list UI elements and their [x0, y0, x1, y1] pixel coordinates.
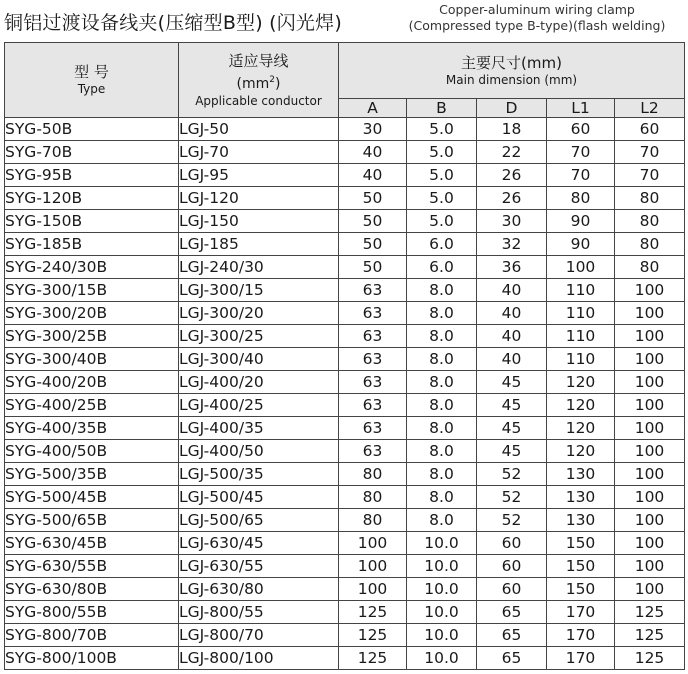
table-row — [5, 210, 685, 233]
cell-a: 80 — [339, 509, 407, 532]
cell-l2: 70 — [615, 164, 685, 187]
cell-type: SYG-630/55B — [5, 555, 179, 578]
cell-l2: 80 — [615, 233, 685, 256]
header-type-en: Type — [77, 82, 106, 96]
header-type-cn: 型 号 — [74, 63, 109, 81]
spec-table — [4, 42, 685, 670]
cell-l1: 90 — [547, 210, 615, 233]
cell-conductor: LGJ-150 — [179, 210, 339, 233]
cell-l1: 170 — [547, 624, 615, 647]
cell-l2: 80 — [615, 187, 685, 210]
cell-a: 125 — [339, 647, 407, 670]
cell-d: 18 — [477, 118, 547, 141]
cell-d: 45 — [477, 417, 547, 440]
cell-conductor: LGJ-95 — [179, 164, 339, 187]
cell-l1: 150 — [547, 532, 615, 555]
cell-conductor: LGJ-300/25 — [179, 325, 339, 348]
cell-b: 8.0 — [407, 509, 477, 532]
cell-a: 63 — [339, 417, 407, 440]
cell-type: SYG-50B — [5, 118, 179, 141]
cell-type: SYG-150B — [5, 210, 179, 233]
header-col-b: B — [407, 99, 477, 118]
cell-a: 40 — [339, 141, 407, 164]
cell-conductor: LGJ-800/100 — [179, 647, 339, 670]
table-row — [5, 624, 685, 647]
cell-type: SYG-500/65B — [5, 509, 179, 532]
cell-conductor: LGJ-300/15 — [179, 279, 339, 302]
header-conductor-en: Applicable conductor — [195, 93, 322, 108]
cell-b: 6.0 — [407, 256, 477, 279]
cell-a: 50 — [339, 187, 407, 210]
cell-d: 60 — [477, 532, 547, 555]
cell-d: 40 — [477, 279, 547, 302]
cell-l1: 120 — [547, 417, 615, 440]
cell-l1: 170 — [547, 601, 615, 624]
cell-b: 8.0 — [407, 486, 477, 509]
cell-a: 40 — [339, 164, 407, 187]
cell-type: SYG-300/20B — [5, 302, 179, 325]
cell-d: 40 — [477, 348, 547, 371]
cell-l2: 100 — [615, 532, 685, 555]
cell-conductor: LGJ-800/70 — [179, 624, 339, 647]
cell-type: SYG-300/25B — [5, 325, 179, 348]
table-row — [5, 325, 685, 348]
cell-l1: 130 — [547, 509, 615, 532]
cell-conductor: LGJ-500/65 — [179, 509, 339, 532]
header-conductor — [179, 43, 339, 118]
cell-d: 45 — [477, 394, 547, 417]
cell-conductor: LGJ-630/80 — [179, 578, 339, 601]
cell-l2: 100 — [615, 555, 685, 578]
cell-type: SYG-300/40B — [5, 348, 179, 371]
cell-a: 50 — [339, 210, 407, 233]
cell-l2: 100 — [615, 302, 685, 325]
cell-type: SYG-70B — [5, 141, 179, 164]
cell-conductor: LGJ-240/30 — [179, 256, 339, 279]
cell-b: 5.0 — [407, 141, 477, 164]
header-col-d: D — [477, 99, 547, 118]
table-row — [5, 578, 685, 601]
cell-type: SYG-800/55B — [5, 601, 179, 624]
cell-l2: 60 — [615, 118, 685, 141]
cell-type: SYG-630/45B — [5, 532, 179, 555]
cell-type: SYG-500/45B — [5, 486, 179, 509]
spec-table-body — [5, 118, 685, 670]
cell-l1: 150 — [547, 578, 615, 601]
cell-b: 10.0 — [407, 624, 477, 647]
cell-l1: 120 — [547, 440, 615, 463]
cell-type: SYG-400/25B — [5, 394, 179, 417]
cell-type: SYG-400/50B — [5, 440, 179, 463]
cell-a: 63 — [339, 302, 407, 325]
table-row — [5, 417, 685, 440]
cell-l2: 125 — [615, 647, 685, 670]
cell-l1: 110 — [547, 325, 615, 348]
cell-type: SYG-95B — [5, 164, 179, 187]
header-conductor-cn: 适应导线 — [228, 51, 289, 70]
cell-a: 125 — [339, 601, 407, 624]
cell-l1: 70 — [547, 164, 615, 187]
cell-a: 50 — [339, 233, 407, 256]
table-row — [5, 279, 685, 302]
table-row — [5, 233, 685, 256]
cell-a: 50 — [339, 256, 407, 279]
cell-l2: 100 — [615, 463, 685, 486]
cell-l2: 100 — [615, 578, 685, 601]
cell-d: 22 — [477, 141, 547, 164]
cell-l1: 130 — [547, 486, 615, 509]
cell-l2: 100 — [615, 371, 685, 394]
cell-d: 36 — [477, 256, 547, 279]
cell-l2: 125 — [615, 624, 685, 647]
cell-conductor: LGJ-500/35 — [179, 463, 339, 486]
cell-d: 60 — [477, 555, 547, 578]
cell-b: 8.0 — [407, 279, 477, 302]
cell-a: 80 — [339, 486, 407, 509]
cell-l1: 170 — [547, 647, 615, 670]
cell-d: 26 — [477, 164, 547, 187]
table-row — [5, 302, 685, 325]
cell-l1: 100 — [547, 256, 615, 279]
cell-d: 65 — [477, 601, 547, 624]
page-subtitle-en — [392, 2, 682, 34]
cell-l2: 100 — [615, 509, 685, 532]
cell-a: 100 — [339, 532, 407, 555]
cell-b: 8.0 — [407, 302, 477, 325]
table-row — [5, 371, 685, 394]
cell-b: 8.0 — [407, 348, 477, 371]
cell-b: 8.0 — [407, 371, 477, 394]
cell-a: 63 — [339, 371, 407, 394]
cell-d: 60 — [477, 578, 547, 601]
cell-l1: 90 — [547, 233, 615, 256]
cell-l2: 100 — [615, 279, 685, 302]
header-dimensions-cn: 主要尺寸(mm) — [461, 53, 562, 72]
cell-d: 52 — [477, 486, 547, 509]
subtitle-line-1: Copper-aluminum wiring clamp — [439, 2, 635, 17]
cell-type: SYG-185B — [5, 233, 179, 256]
cell-l1: 110 — [547, 348, 615, 371]
table-row — [5, 118, 685, 141]
cell-d: 52 — [477, 463, 547, 486]
header-type — [5, 43, 179, 118]
table-row — [5, 647, 685, 670]
cell-d: 65 — [477, 624, 547, 647]
cell-type: SYG-120B — [5, 187, 179, 210]
cell-conductor: LGJ-50 — [179, 118, 339, 141]
cell-conductor: LGJ-185 — [179, 233, 339, 256]
header-col-l1: L1 — [547, 99, 615, 118]
cell-type: SYG-630/80B — [5, 578, 179, 601]
cell-b: 10.0 — [407, 647, 477, 670]
cell-a: 30 — [339, 118, 407, 141]
cell-d: 45 — [477, 371, 547, 394]
cell-d: 32 — [477, 233, 547, 256]
cell-conductor: LGJ-630/45 — [179, 532, 339, 555]
cell-conductor: LGJ-500/45 — [179, 486, 339, 509]
cell-conductor: LGJ-70 — [179, 141, 339, 164]
cell-l2: 100 — [615, 394, 685, 417]
cell-a: 63 — [339, 348, 407, 371]
cell-l1: 110 — [547, 279, 615, 302]
cell-b: 8.0 — [407, 394, 477, 417]
cell-conductor: LGJ-400/35 — [179, 417, 339, 440]
cell-a: 100 — [339, 555, 407, 578]
cell-l1: 150 — [547, 555, 615, 578]
cell-d: 65 — [477, 647, 547, 670]
table-row — [5, 394, 685, 417]
cell-conductor: LGJ-630/55 — [179, 555, 339, 578]
header-col-l2: L2 — [615, 99, 685, 118]
table-row — [5, 532, 685, 555]
table-row — [5, 463, 685, 486]
cell-a: 100 — [339, 578, 407, 601]
table-row — [5, 509, 685, 532]
cell-b: 10.0 — [407, 555, 477, 578]
cell-d: 40 — [477, 325, 547, 348]
cell-type: SYG-800/100B — [5, 647, 179, 670]
cell-type: SYG-400/35B — [5, 417, 179, 440]
cell-type: SYG-500/35B — [5, 463, 179, 486]
table-row — [5, 256, 685, 279]
header-col-a: A — [339, 99, 407, 118]
cell-d: 30 — [477, 210, 547, 233]
cell-a: 63 — [339, 394, 407, 417]
table-row — [5, 187, 685, 210]
cell-l1: 120 — [547, 371, 615, 394]
page-title: 铜铝过渡设备线夹(压缩型B型) (闪光焊) — [4, 12, 342, 34]
header-dimensions — [339, 43, 685, 99]
header-conductor-unit: $(mm^2)$ — [236, 74, 281, 92]
table-row — [5, 486, 685, 509]
cell-b: 8.0 — [407, 325, 477, 348]
cell-d: 40 — [477, 302, 547, 325]
cell-conductor: LGJ-120 — [179, 187, 339, 210]
cell-conductor: LGJ-300/20 — [179, 302, 339, 325]
cell-b: 10.0 — [407, 578, 477, 601]
cell-l2: 100 — [615, 417, 685, 440]
cell-l2: 100 — [615, 348, 685, 371]
cell-conductor: LGJ-400/50 — [179, 440, 339, 463]
cell-a: 63 — [339, 325, 407, 348]
cell-l2: 100 — [615, 440, 685, 463]
cell-conductor: LGJ-400/20 — [179, 371, 339, 394]
cell-b: 5.0 — [407, 164, 477, 187]
cell-a: 63 — [339, 440, 407, 463]
cell-a: 125 — [339, 624, 407, 647]
subtitle-line-2: (Compressed type B-type)(flash welding) — [408, 18, 666, 33]
table-row — [5, 555, 685, 578]
table-row — [5, 440, 685, 463]
cell-b: 10.0 — [407, 601, 477, 624]
cell-l2: 100 — [615, 486, 685, 509]
cell-d: 26 — [477, 187, 547, 210]
cell-b: 10.0 — [407, 532, 477, 555]
cell-type: SYG-800/70B — [5, 624, 179, 647]
cell-l2: 70 — [615, 141, 685, 164]
cell-a: 63 — [339, 279, 407, 302]
cell-l1: 60 — [547, 118, 615, 141]
cell-a: 80 — [339, 463, 407, 486]
cell-b: 8.0 — [407, 417, 477, 440]
cell-conductor: LGJ-400/25 — [179, 394, 339, 417]
cell-d: 45 — [477, 440, 547, 463]
table-row — [5, 141, 685, 164]
cell-l1: 80 — [547, 187, 615, 210]
cell-l2: 80 — [615, 210, 685, 233]
cell-b: 5.0 — [407, 187, 477, 210]
cell-type: SYG-400/20B — [5, 371, 179, 394]
cell-l2: 125 — [615, 601, 685, 624]
cell-type: SYG-240/30B — [5, 256, 179, 279]
cell-l1: 110 — [547, 302, 615, 325]
cell-b: 6.0 — [407, 233, 477, 256]
cell-l1: 130 — [547, 463, 615, 486]
cell-type: SYG-300/15B — [5, 279, 179, 302]
cell-b: 8.0 — [407, 440, 477, 463]
cell-l1: 70 — [547, 141, 615, 164]
cell-l1: 120 — [547, 394, 615, 417]
cell-conductor: LGJ-800/55 — [179, 601, 339, 624]
table-row — [5, 348, 685, 371]
cell-b: 5.0 — [407, 118, 477, 141]
cell-conductor: LGJ-300/40 — [179, 348, 339, 371]
cell-l2: 100 — [615, 325, 685, 348]
cell-d: 52 — [477, 509, 547, 532]
header-dimensions-en: Main dimension (mm) — [445, 72, 578, 87]
cell-l2: 80 — [615, 256, 685, 279]
table-row — [5, 164, 685, 187]
cell-b: 8.0 — [407, 463, 477, 486]
cell-b: 5.0 — [407, 210, 477, 233]
table-row — [5, 601, 685, 624]
